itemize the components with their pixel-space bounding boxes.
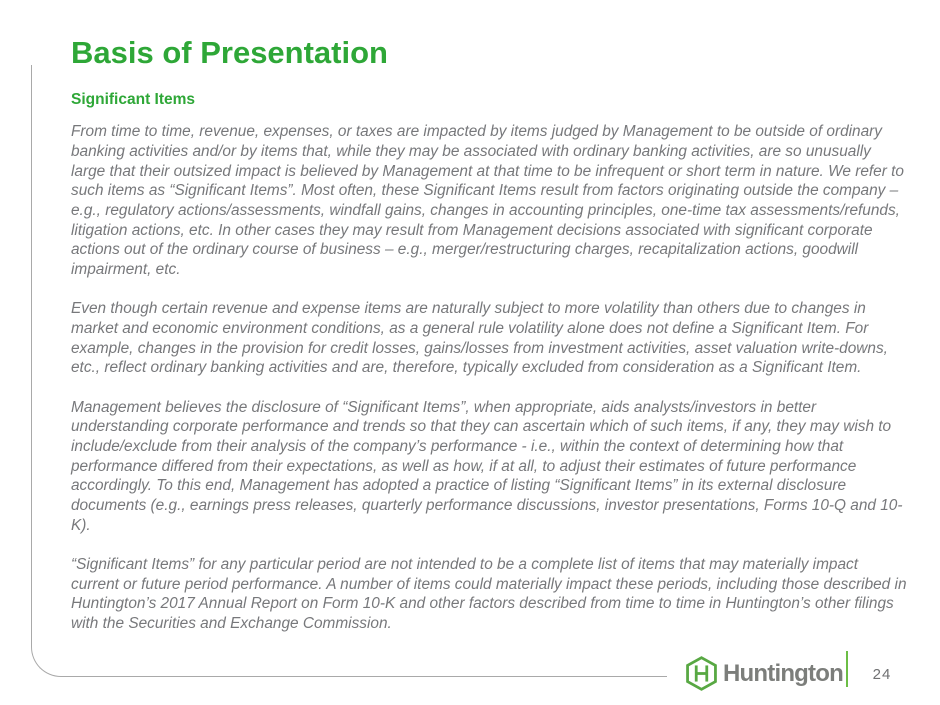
paragraph-disclaimer: “Significant Items” for any particular period are not intended to be a complete list of items that may materially impact current or future period performance. A number of items could materially impact these periods, including those described in Huntington’s 2017 Annual Report on Form 10-K and other factors described from time to time in Huntington’s other filings with the Securities and Exchange Commission. — [71, 555, 907, 633]
huntington-hexagon-icon — [686, 656, 717, 691]
paragraph-disclosure-practice: Management believes the disclosure of “Significant Items”, when appropriate, aids analysts/investors in better understanding corporate performance and trends so that they can ascertain which of such items, if any, they may wish to include/exclude from their analysis of the company’s performance - i.e., within the context of determining how that performance differed from their expectations, as well as how, if at all, to adjust their estimates of future performance accordingly. To this end, Management has adopted a practice of listing “Significant Items” in its external disclosure documents (e.g., earnings press releases, quarterly performance discussions, investor presentations, Forms 10-Q and 10-K). — [71, 398, 903, 534]
footer-divider — [846, 651, 848, 687]
section-heading: Significant Items — [71, 91, 196, 109]
body-text — [71, 122, 909, 634]
page-number: 24 — [872, 666, 892, 683]
huntington-wordmark: Huntington — [723, 659, 843, 687]
huntington-logo — [686, 656, 843, 691]
paragraph-significant-items-definition: From time to time, revenue, expenses, or taxes are impacted by items judged by Management to be outside of ordinary banking activities and/or by items that, while they may be associated with ordinary banking activities, are so unusually large that their outsized impact is believed by Management at that time to be infrequent or short term in nature. We refer to such items as “Significant Items”. Most often, these Significant Items result from factors originating outside the company – e.g., regulatory actions/assessments, windfall gains, changes in accounting principles, one-time tax assessments/refunds, litigation actions, etc. In other cases they may result from Management decisions associated with significant corporate actions out of the ordinary course of business – e.g., merger/restructuring charges, recapitalization actions, goodwill impairment, etc. — [71, 123, 904, 279]
paragraph-volatility: Even though certain revenue and expense items are naturally subject to more volatility than others due to changes in market and economic environment conditions, as a general rule volatility alone does not define a Significant Item. For example, changes in the provision for credit losses, gains/losses from investment activities, asset valuation write-downs, etc., reflect ordinary banking activities and are, therefore, typically excluded from consideration as a Significant Item. — [71, 300, 888, 377]
slide-content — [71, 36, 909, 653]
page-title: Basis of Presentation — [71, 35, 388, 70]
